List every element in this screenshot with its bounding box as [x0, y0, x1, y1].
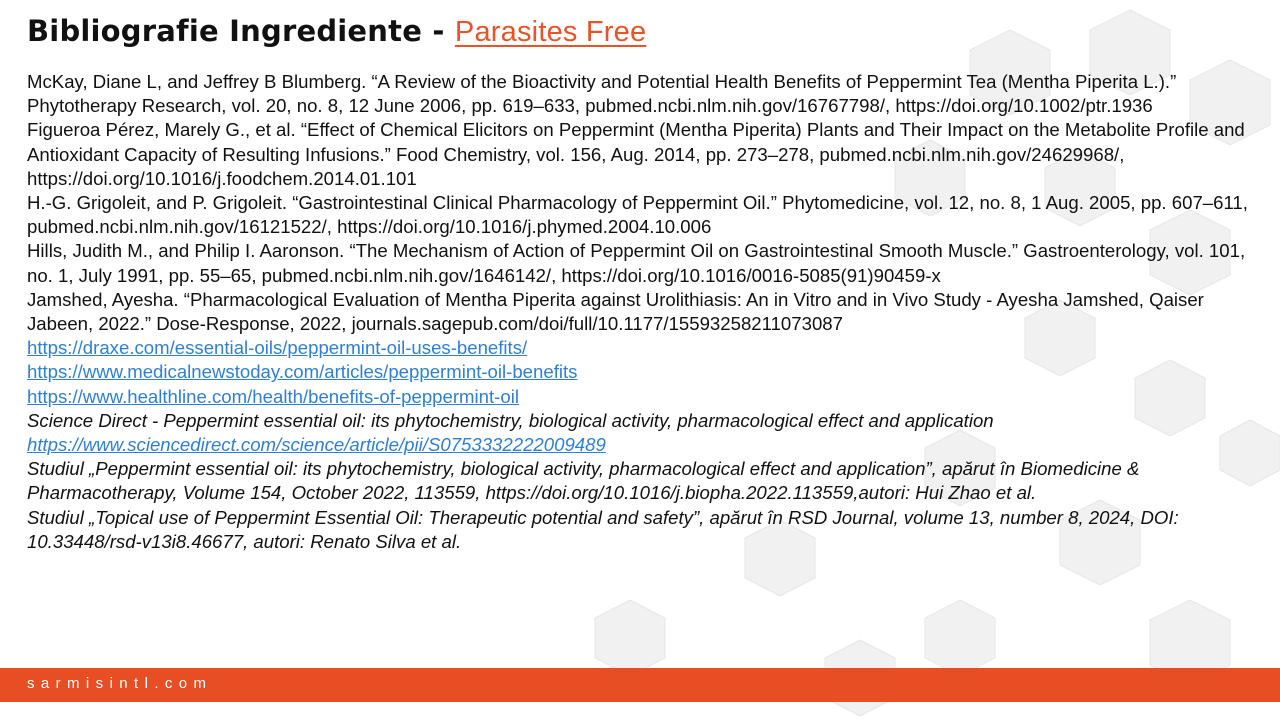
science-direct-link[interactable]: https://www.sciencedirect.com/science/article/pii/S0753332222009489 [27, 434, 606, 456]
reference-entry: McKay, Diane L, and Jeffrey B Blumberg. “A Review of the Bioactivity and Potential Health Benefits of Peppermint Tea (Mentha Piperita L.).” Phytotherapy Research, vol. 20, no. 8, 12 June 2006, pp. 619–633, pubmed.ncbi.nlm.nih.gov/16767798/, https://doi.org/10.1002/ptr.1936 [27, 71, 1177, 117]
page-title [27, 14, 646, 49]
reference-link-item [27, 385, 1275, 409]
study-entry: Studiul „Peppermint essential oil: its phytochemistry, biological activity, pharmacological effect and application”, apărut în Biomedicine & Pharmacotherapy, Volume 154, October 2022, 113559, https://doi.org/10.1016/j.biopha.2022.113559,autori: Hui Zhao et al. [27, 458, 1140, 504]
reference-entry: Hills, Judith M., and Philip I. Aaronson. “The Mechanism of Action of Peppermint Oil on Gastrointestinal Smooth Muscle.” Gastroenterology, vol. 101, no. 1, July 1991, pp. 55–65, pubmed.ncbi.nlm.nih.gov/1646142/, https://doi.org/10.1016/0016-5085(91)90459-x [27, 240, 1246, 286]
reference-entry: Jamshed, Ayesha. “Pharmacological Evaluation of Mentha Piperita against Urolithiasis: An in Vitro and in Vivo Study - Ayesha Jamshed, Qaiser Jabeen, 2022.” Dose-Response, 2022, journals.sagepub.com/doi/full/10.1177/15593258211073087 [27, 288, 1204, 335]
reference-entry: Figueroa Pérez, Marely G., et al. “Effect of Chemical Elicitors on Peppermint (Mentha Piperita) Plants and Their Impact on the Metabolite Profile and Antioxidant Capacity of Resulting Infusions.” Food Chemistry, vol. 156, Aug. 2014, pp. 273–278, pubmed.ncbi.nlm.nih.gov/24629968/, https://doi.org/10.1016/j.foodchem.2014.01.101 [27, 119, 1245, 189]
bibliography-list [27, 70, 1275, 554]
reference-link-item [27, 360, 1275, 384]
science-direct-link-item [27, 433, 1275, 457]
reference-link[interactable]: https://www.medicalnewstoday.com/articles/peppermint-oil-benefits [27, 361, 578, 383]
footer-bar [0, 668, 1280, 702]
title-brand-link[interactable]: Parasites Free [454, 16, 647, 48]
reference-entry: H.-G. Grigoleit, and P. Grigoleit. “Gastrointestinal Clinical Pharmacology of Peppermint Oil.” Phytomedicine, vol. 12, no. 8, 1 Aug. 2005, pp. 607–611, pubmed.ncbi.nlm.nih.gov/16121522/, https://doi.org/10.1016/j.phymed.2004.10.006 [27, 192, 1248, 238]
reference-link[interactable]: https://www.healthline.com/health/benefits-of-peppermint-oil [27, 385, 519, 407]
study-entry: Studiul „Topical use of Peppermint Essential Oil: Therapeutic potential and safety”, apărut în RSD Journal, volume 13, number 8, 2024, DOI: 10.33448/rsd-v13i8.46677, autori: Renato Silva et al. [27, 506, 1179, 552]
science-direct-label: Science Direct - Peppermint essential oil: its phytochemistry, biological activity, pharmacological effect and application [27, 409, 994, 431]
title-separator: - [432, 14, 445, 48]
reference-link-item [27, 336, 1275, 360]
footer-website: sarmisintl.com [27, 675, 213, 692]
reference-link[interactable]: https://draxe.com/essential-oils/peppermint-oil-uses-benefits/ [27, 337, 528, 359]
title-main: Bibliografie Ingrediente [27, 14, 423, 48]
